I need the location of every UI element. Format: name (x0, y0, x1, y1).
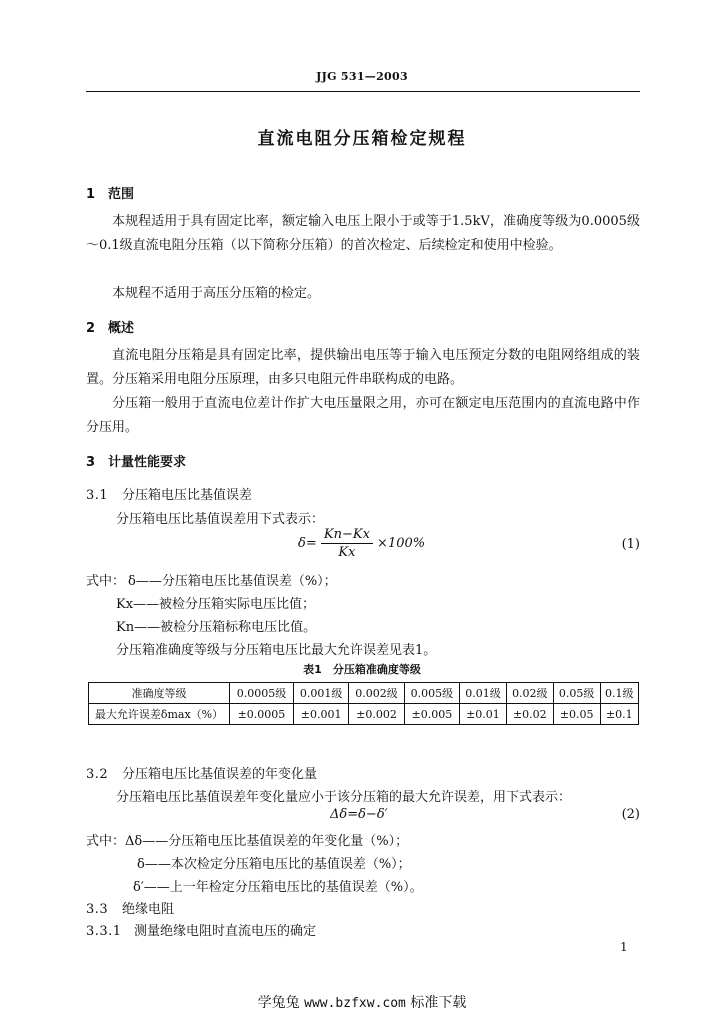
table-reference: 分压箱准确度等级与分压箱电压比最大允许误差见表1。 (116, 643, 437, 658)
table-row-grades (89, 683, 639, 704)
equation-2-number: (2) (621, 807, 640, 822)
section-1-paragraph-1: 本规程适用于具有固定比率，额定输入电压上限小于或等于1.5kV，准确度等级为0.0005级～0.1级直流电阻分压箱（以下简称分压箱）的首次检定、后续检定和使用中检验。 (86, 214, 640, 253)
section-1-title: 范围 (108, 187, 135, 202)
section-2-paragraph-2: 分压箱一般用于直流电位差计作扩大电压量限之用，亦可在额定电压范围内的直流电路中作分压用。 (86, 396, 640, 435)
formula-1-denominator: Kx (338, 545, 356, 560)
subsection-3-3-heading (86, 898, 174, 917)
table-1-caption: 表1 分压箱准确度等级 (303, 663, 421, 676)
formula-2: Δδ=δ−δ′ (330, 807, 388, 822)
section-3-number: 3 (86, 455, 96, 470)
footer-site-name: 学兔兔 (257, 995, 300, 1011)
table-cell-error: ±0.0005 (230, 704, 294, 725)
subsection-3-3-number: 3.3 (86, 902, 109, 917)
section-2-number: 2 (86, 321, 96, 336)
subsection-3-2-heading (86, 763, 317, 782)
document-code-header: JJG 531—2003 (316, 70, 408, 83)
where-delta-delta: 式中：Δδ——分压箱电压比基值误差的年变化量（%）； (86, 834, 409, 849)
where-prefix: 式中： (86, 574, 126, 589)
subsection-3-3-1-title: 测量绝缘电阻时直流电压的确定 (134, 924, 317, 939)
table-label-max-error: 最大允许误差δmax（%） (89, 704, 230, 725)
subsection-3-3-1-heading (86, 920, 316, 939)
table-cell-grade: 0.05级 (553, 683, 600, 704)
footer-watermark (0, 992, 724, 1012)
table-cell-grade: 0.005级 (404, 683, 459, 704)
subsection-3-3-1-number: 3.3.1 (86, 924, 122, 939)
table-cell-error: ±0.005 (404, 704, 459, 725)
table-cell-error: ±0.001 (293, 704, 348, 725)
formula-1 (298, 527, 425, 560)
formula-2-intro: 分压箱电压比基值误差年变化量应小于该分压箱的最大允许误差，用下式表示： (116, 790, 572, 805)
formula-1-numerator: Kn−Kx (321, 527, 373, 544)
where-delta-prior: δ′——上一年检定分压箱电压比的基值误差（%）。 (133, 880, 423, 895)
footer-tagline: 标准下载 (410, 995, 467, 1011)
equation-1-number: (1) (621, 537, 640, 552)
formula-1-rhs: ×100% (377, 536, 426, 551)
page-number: 1 (620, 940, 628, 954)
subsection-3-3-title: 绝缘电阻 (122, 902, 175, 917)
table-cell-error: ±0.1 (600, 704, 638, 725)
subsection-3-2-number: 3.2 (86, 767, 109, 782)
footer-url[interactable]: www.bzfxw.com (304, 996, 406, 1011)
section-2-title: 概述 (108, 321, 135, 336)
table-cell-grade: 0.01级 (460, 683, 507, 704)
table-cell-error: ±0.05 (553, 704, 600, 725)
table-row-errors (89, 704, 639, 725)
table-cell-grade: 0.02级 (506, 683, 553, 704)
where-kx: Kx——被检分压箱实际电压比值； (116, 597, 316, 612)
subsection-3-1-heading (86, 484, 252, 503)
section-3-heading (86, 451, 186, 470)
formula-1-lhs: δ= (298, 536, 317, 551)
section-2-paragraph-1: 直流电阻分压箱是具有固定比率，提供输出电压等于输入电压预定分数的电阻网络组成的装置。分压箱采用电阻分压原理，由多只电阻元件串联构成的电路。 (86, 348, 640, 387)
section-2-heading (86, 317, 134, 336)
section-1-heading (86, 183, 134, 202)
section-3-title: 计量性能要求 (108, 455, 187, 470)
table-cell-error: ±0.002 (349, 704, 404, 725)
page-title: 直流电阻分压箱检定规程 (257, 129, 467, 149)
table-cell-error: ±0.01 (460, 704, 507, 725)
section-1-number: 1 (86, 187, 96, 202)
table-cell-grade: 0.002级 (349, 683, 404, 704)
subsection-3-1-title: 分压箱电压比基值误差 (122, 488, 253, 503)
subsection-3-2-title: 分压箱电压比基值误差的年变化量 (122, 767, 318, 782)
table-cell-grade: 0.0005级 (230, 683, 294, 704)
accuracy-table (88, 682, 639, 725)
where-delta-current: δ——本次检定分压箱电压比的基值误差（%）； (137, 857, 411, 872)
section-1-paragraph-2: 本规程不适用于高压分压箱的检定。 (112, 286, 321, 301)
where-delta: δ——分压箱电压比基值误差（%）； (128, 574, 337, 589)
table-cell-grade: 0.001级 (293, 683, 348, 704)
table-cell-grade: 0.1级 (600, 683, 638, 704)
header-rule (86, 91, 640, 92)
table-cell-error: ±0.02 (506, 704, 553, 725)
subsection-3-1-number: 3.1 (86, 488, 109, 503)
formula-1-intro: 分压箱电压比基值误差用下式表示： (116, 512, 325, 527)
formula-1-fraction (321, 527, 373, 560)
table-label-grade: 准确度等级 (89, 683, 230, 704)
where-kn: Kn——被检分压箱标称电压比值。 (116, 620, 317, 635)
